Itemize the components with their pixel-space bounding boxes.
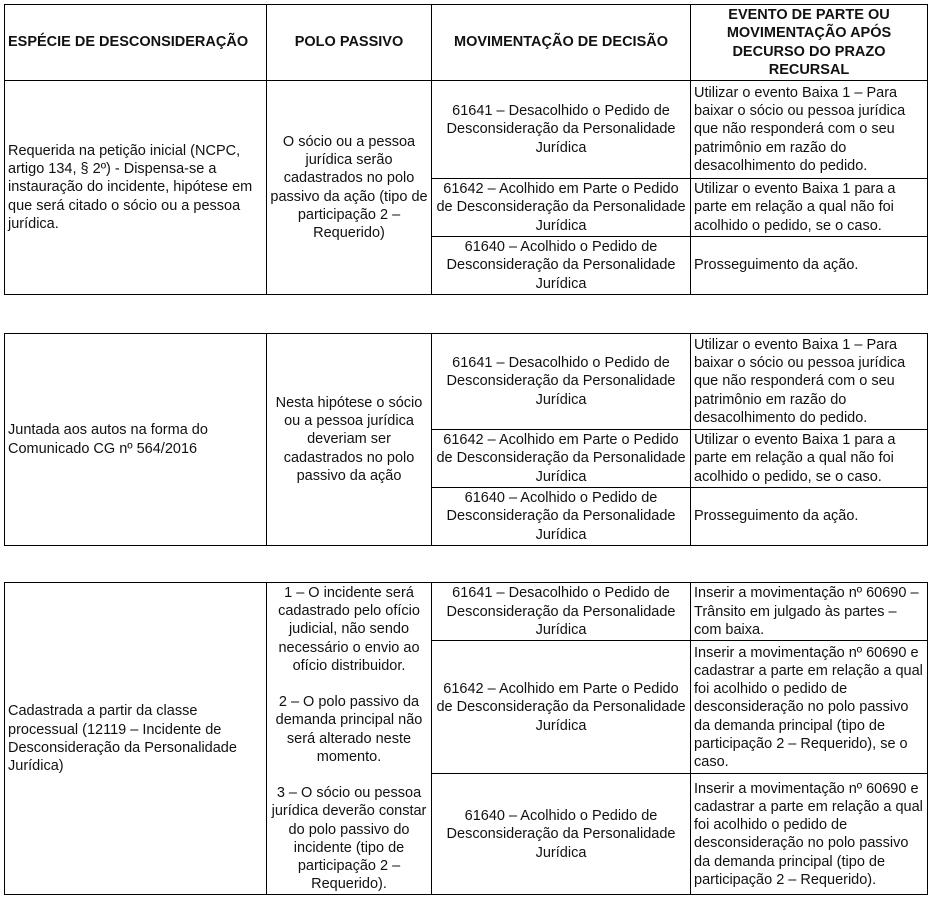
header-row: [5, 5, 928, 81]
header-polo: POLO PASSIVO: [267, 5, 432, 81]
polo-cell: O sócio ou a pessoa jurídica serão cadastrados no polo passivo da ação (tipo de participação 2 – Requerido): [267, 81, 432, 295]
table-juntada: [4, 333, 928, 546]
header-movimentacao: MOVIMENTAÇÃO DE DECISÃO: [432, 5, 691, 81]
evento-cell: Utilizar o evento Baixa 1 para a parte em relação a qual não foi acolhido o pedido, se o caso.: [691, 430, 928, 488]
evento-cell: Utilizar o evento Baixa 1 para a parte em relação a qual não foi acolhido o pedido, se o caso.: [691, 179, 928, 237]
mov-cell: 61641 – Desacolhido o Pedido de Desconsideração da Personalidade Jurídica: [432, 334, 691, 430]
header-especie: ESPÉCIE DE DESCONSIDERAÇÃO: [5, 5, 267, 81]
evento-cell: Utilizar o evento Baixa 1 – Para baixar o sócio ou pessoa jurídica que não responderá com o seu patrimônio em razão do desacolhimento do pedido.: [691, 81, 928, 179]
table-row: [5, 81, 928, 179]
table-row: [5, 583, 928, 641]
table-row: [5, 334, 928, 430]
header-evento: EVENTO DE PARTE OU MOVIMENTAÇÃO APÓS DECURSO DO PRAZO RECURSAL: [691, 5, 928, 81]
mov-cell: 61642 – Acolhido em Parte o Pedido de Desconsideração da Personalidade Jurídica: [432, 430, 691, 488]
polo-cell: 1 – O incidente será cadastrado pelo ofício judicial, não sendo necessário o envio ao ofício distribuidor. 2 – O polo passivo da demanda principal não será alterado neste momento. 3 – O sócio ou pessoa jurídica deverão constar do polo passivo do incidente (tipo de participação 2 – Requerido).: [267, 583, 432, 895]
mov-cell: 61642 – Acolhido em Parte o Pedido de Desconsideração da Personalidade Jurídica: [432, 179, 691, 237]
mov-cell: 61641 – Desacolhido o Pedido de Desconsideração da Personalidade Jurídica: [432, 81, 691, 179]
especie-cell: Cadastrada a partir da classe processual (12119 – Incidente de Desconsideração da Personalidade Jurídica): [5, 583, 267, 895]
mov-cell: 61640 – Acolhido o Pedido de Desconsideração da Personalidade Jurídica: [432, 774, 691, 895]
mov-cell: 61641 – Desacolhido o Pedido de Desconsideração da Personalidade Jurídica: [432, 583, 691, 641]
table-cadastrada: [4, 582, 928, 895]
table-requerida: [4, 4, 928, 295]
evento-cell: Inserir a movimentação nº 60690 e cadastrar a parte em relação a qual foi acolhido o pedido de desconsideração no polo passivo da demanda principal (tipo de participação 2 – Requerido).: [691, 774, 928, 895]
mov-cell: 61640 – Acolhido o Pedido de Desconsideração da Personalidade Jurídica: [432, 488, 691, 546]
evento-cell: Utilizar o evento Baixa 1 – Para baixar o sócio ou pessoa jurídica que não responderá com o seu patrimônio em razão do desacolhimento do pedido.: [691, 334, 928, 430]
polo-cell: Nesta hipótese o sócio ou a pessoa jurídica deveriam ser cadastrados no polo passivo da ação: [267, 334, 432, 546]
especie-cell: Requerida na petição inicial (NCPC, artigo 134, § 2º) - Dispensa-se a instauração do incidente, hipótese em que será citado o sócio ou a pessoa jurídica.: [5, 81, 267, 295]
evento-cell: Inserir a movimentação nº 60690 e cadastrar a parte em relação a qual foi acolhido o pedido de desconsideração no polo passivo da demanda principal (tipo de participação 2 – Requerido), se o caso.: [691, 641, 928, 774]
evento-cell: Inserir a movimentação nº 60690 – Trânsito em julgado às partes – com baixa.: [691, 583, 928, 641]
evento-cell: Prosseguimento da ação.: [691, 488, 928, 546]
mov-cell: 61640 – Acolhido o Pedido de Desconsideração da Personalidade Jurídica: [432, 237, 691, 295]
evento-cell: Prosseguimento da ação.: [691, 237, 928, 295]
mov-cell: 61642 – Acolhido em Parte o Pedido de Desconsideração da Personalidade Jurídica: [432, 641, 691, 774]
especie-cell: Juntada aos autos na forma do Comunicado CG nº 564/2016: [5, 334, 267, 546]
